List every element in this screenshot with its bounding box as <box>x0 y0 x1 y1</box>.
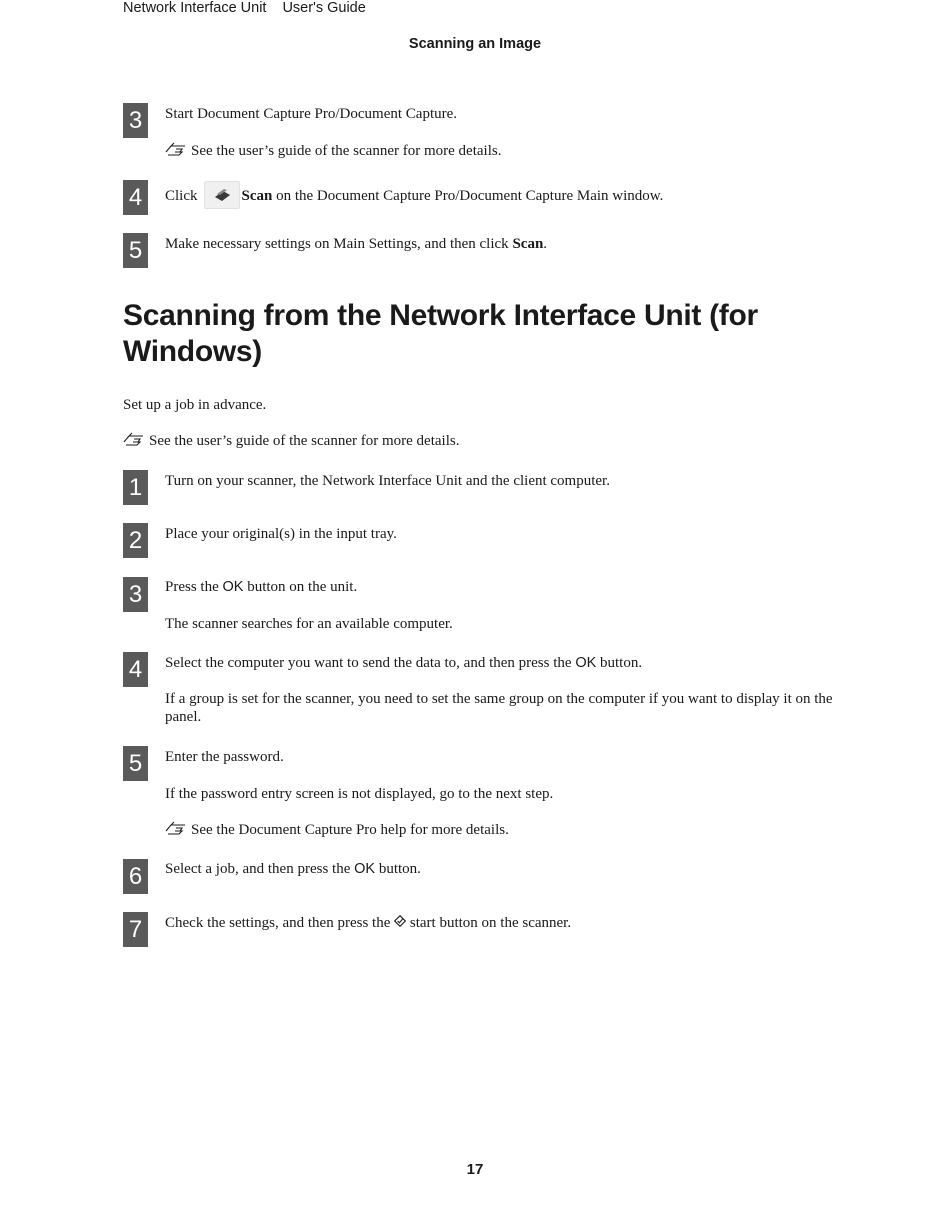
page-number: 17 <box>466 1161 484 1178</box>
step-text-post: on the Document Capture Pro/Document Capture Main window. <box>272 188 664 204</box>
note-text: See the user’s guide of the scanner for more details. <box>191 143 502 159</box>
step-number-badge: 1 <box>123 470 148 505</box>
intro-note <box>123 432 459 450</box>
ok-button-label: OK <box>354 861 376 877</box>
step-text <box>165 654 642 672</box>
step-text-pre: Select the computer you want to send the data to, and then press the <box>165 655 576 671</box>
step-text <box>165 914 571 932</box>
step-text-pre: Click <box>165 188 198 204</box>
step-text <box>165 860 421 878</box>
note-text: See the Document Capture Pro help for more details. <box>191 822 509 838</box>
step-subtext: The scanner searches for an available computer. <box>165 616 453 632</box>
pointing-hand-icon <box>165 821 187 835</box>
step-text-post: start button on the scanner. <box>406 915 572 931</box>
step-text: Start Document Capture Pro/Document Capture. <box>165 106 458 122</box>
pointing-hand-icon <box>165 142 187 156</box>
step-number-badge: 3 <box>123 103 148 138</box>
step-text-pre: Check the settings, and then press the <box>165 915 395 931</box>
ok-button-label: OK <box>222 579 244 595</box>
step-text-post: . <box>543 236 548 252</box>
step-note <box>165 142 501 160</box>
step-number-badge: 4 <box>123 652 148 687</box>
step-number-badge: 3 <box>123 577 148 612</box>
step-text-pre: Select a job, and then press the <box>165 861 355 877</box>
step-text: Enter the password. <box>165 749 284 765</box>
note-text: See the user’s guide of the scanner for more details. <box>149 433 460 449</box>
step-number-badge: 7 <box>123 912 148 947</box>
scan-label: Scan <box>241 188 273 204</box>
step-subtext: If a group is set for the scanner, you need to set the same group on the computer if you want to display it on the panel. <box>165 691 833 725</box>
pointing-hand-icon <box>123 432 145 446</box>
step-text-pre: Press the <box>165 579 223 595</box>
step-subtext: If the password entry screen is not displayed, go to the next step. <box>165 786 554 802</box>
step-note <box>165 821 509 839</box>
step-text-post: button. <box>375 861 421 877</box>
section-heading: Scanning from the Network Interface Unit (for Windows) <box>123 299 758 368</box>
ok-button-label: OK <box>575 655 597 671</box>
header-product: Network Interface Unit <box>123 0 267 16</box>
scan-label: Scan <box>512 236 544 252</box>
step-number-badge: 4 <box>123 180 148 215</box>
step-text <box>165 578 357 596</box>
step-text-pre: Make necessary settings on Main Settings, and then click <box>165 236 513 252</box>
step-number-badge: 2 <box>123 523 148 558</box>
section-title: Scanning an Image <box>408 36 542 52</box>
step-number-badge: 5 <box>123 233 148 268</box>
step-text: Place your original(s) in the input tray. <box>165 526 397 542</box>
scan-icon <box>204 181 240 209</box>
step-text: Turn on your scanner, the Network Interface Unit and the client computer. <box>165 473 610 489</box>
start-diamond-icon <box>394 915 406 927</box>
running-header <box>123 0 366 16</box>
step-text <box>165 181 663 209</box>
step-number-badge: 6 <box>123 859 148 894</box>
step-text-post: button. <box>596 655 643 671</box>
header-guide: User's Guide <box>282 0 366 16</box>
step-text-post: button on the unit. <box>243 579 358 595</box>
step-text <box>165 235 547 253</box>
intro-text: Set up a job in advance. <box>123 397 267 413</box>
step-number-badge: 5 <box>123 746 148 781</box>
